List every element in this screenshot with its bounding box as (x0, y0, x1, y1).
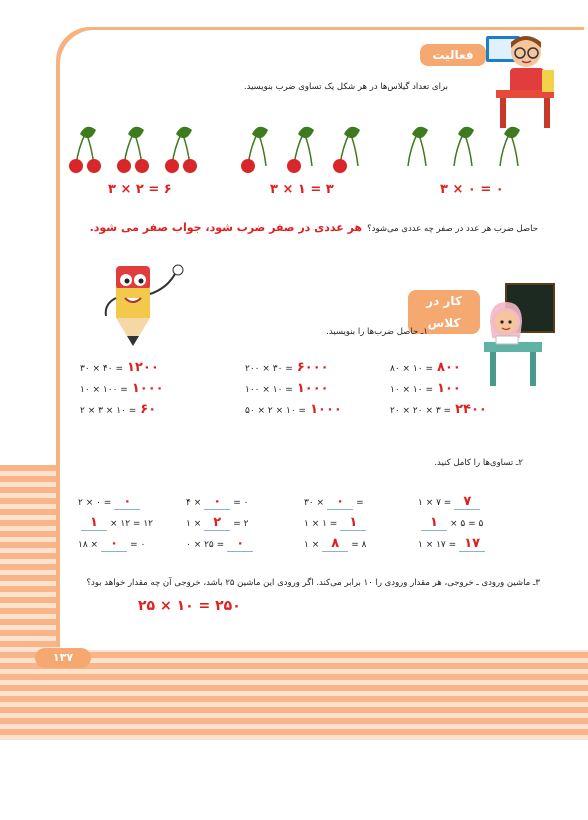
product-item (245, 360, 329, 375)
product-expression: ۲۰ × ۲۰ × ۳ = (390, 406, 452, 416)
equality-left: ۱ × (304, 540, 320, 550)
zero-question: حاصل ضرب هر عدد در صفر چه عددی می‌شود؟ (367, 224, 538, 234)
pencil-mascot-illustration (98, 258, 190, 350)
equality-answer: ۱ (81, 515, 107, 531)
equality-answer: ۰ (227, 536, 253, 552)
classwork-title: کار در کلاس (408, 290, 480, 334)
product-answer: ۸۰۰ (437, 360, 461, 375)
product-item (245, 381, 329, 396)
equality-left: ۰ × ۲۵ = (186, 540, 225, 550)
page-number: ۱۳۷ (35, 648, 91, 668)
cherry-equation-1: ۳ × ۲ = ۶ (108, 182, 172, 197)
equality-item (304, 536, 367, 552)
equality-left: ۴ × (186, 498, 202, 508)
product-item (390, 402, 487, 417)
zero-question-line (90, 216, 538, 235)
classwork-q3-answer: ۲۵ × ۱۰ = ۲۵۰ (138, 598, 241, 614)
student-girl-illustration (476, 282, 558, 392)
equality-left: ۳۰ × (304, 498, 325, 508)
equality-item (186, 536, 256, 552)
equality-item (78, 515, 153, 531)
equality-right: × ۱۲ = ۱۲ (110, 519, 154, 529)
product-expression: ۳۰ × ۴۰ = (80, 364, 124, 374)
equality-right: = ۲ (233, 519, 249, 529)
product-item (80, 360, 159, 375)
product-answer: ۶۰۰۰ (296, 360, 329, 375)
equality-left: ۱ × ۱ = (304, 519, 338, 529)
product-item (80, 381, 164, 396)
equalities-grid (78, 494, 498, 554)
product-answer: ۲۴۰۰ (455, 402, 487, 417)
classwork-q3: ۳ـ ماشین ورودی ـ خروجی، هر مقدار ورودی را ۱۰ برابر می‌کند. اگر ورودی این ماشین ۲۵ باشد، خروجی آن چه مقدار خواهد بود؟ (86, 578, 540, 588)
equality-item (304, 494, 364, 510)
product-item (390, 381, 461, 396)
cherry-group-2 (241, 127, 360, 173)
equality-answer: ۱ (421, 515, 447, 531)
equality-right: × ۵ = ۵ (450, 519, 484, 529)
equality-item (78, 494, 143, 510)
equality-right: = ۰ (130, 540, 146, 550)
equality-answer: ۱ (340, 515, 366, 531)
product-answer: ۱۰۰۰ (296, 381, 329, 396)
equality-answer: ۰ (114, 494, 140, 510)
equality-item (78, 536, 145, 552)
product-item (80, 402, 156, 417)
equality-left: ۱ × ۱۷ = (418, 540, 457, 550)
student-boy-illustration (486, 30, 558, 130)
product-answer: ۱۲۰۰ (127, 360, 159, 375)
products-grid (80, 360, 487, 420)
equality-item (418, 536, 488, 552)
equality-item (304, 515, 369, 531)
equality-item (418, 515, 483, 531)
product-expression: ۱۰ × ۱۰ = (390, 385, 434, 395)
equality-item (186, 494, 249, 510)
cherry-equation-3: ۳ × ۰ = ۰ (440, 182, 504, 197)
cherry-illustrations (60, 120, 560, 180)
equality-answer: ۸ (322, 536, 348, 552)
zero-answer: هر عددی در صفر ضرب شود، جواب صفر می شود. (89, 221, 363, 234)
product-answer: ۱۰۰۰ (131, 381, 164, 396)
equality-answer: ۰ (204, 494, 230, 510)
equality-answer: ۰ (327, 494, 353, 510)
equality-answer: ۰ (101, 536, 127, 552)
product-expression: ۱۰۰ × ۱۰ = (245, 385, 293, 395)
cherry-group-1 (69, 127, 197, 173)
classwork-q1: ۱ـ حاصل ضرب‌ها را بنویسید. (326, 327, 428, 337)
product-answer: ۱۰۰۰ (310, 402, 342, 417)
classwork-q2: ۲ـ تساوی‌ها را کامل کنید. (434, 458, 523, 468)
product-expression: ۵۰ × ۲ × ۱۰ = (245, 406, 307, 416)
equality-item (418, 494, 483, 510)
equality-answer: ۲ (204, 515, 230, 531)
equality-left: ۲ × ۰ = (78, 498, 112, 508)
equality-item (186, 515, 249, 531)
cherry-equation-2: ۳ × ۱ = ۳ (270, 182, 334, 197)
product-expression: ۲۰۰ × ۳۰ = (245, 364, 293, 374)
activity-title: فعالیت (420, 44, 486, 66)
equality-answer: ۱۷ (459, 536, 485, 552)
product-item (390, 360, 461, 375)
equality-right: = ۸ (351, 540, 367, 550)
product-expression: ۸۰ × ۱۰ = (390, 364, 434, 374)
equality-right: = (356, 498, 364, 508)
equality-left: ۱ × ۷ = (418, 498, 452, 508)
product-answer: ۱۰۰ (437, 381, 461, 396)
equality-left: ۱ × (186, 519, 202, 529)
product-expression: ۲ × ۳ × ۱۰ = (80, 406, 137, 416)
equality-right: = ۰ (233, 498, 249, 508)
equality-left: ۱۸ × (78, 540, 99, 550)
product-answer: ۶۰ (140, 402, 157, 417)
product-expression: ۱۰ × ۱۰۰ = (80, 385, 128, 395)
activity-instruction: برای تعداد گیلاس‌ها در هر شکل یک تساوی ضرب بنویسید. (243, 82, 448, 92)
cherry-group-3 (408, 127, 520, 166)
equality-answer: ۷ (454, 494, 480, 510)
product-item (245, 402, 342, 417)
